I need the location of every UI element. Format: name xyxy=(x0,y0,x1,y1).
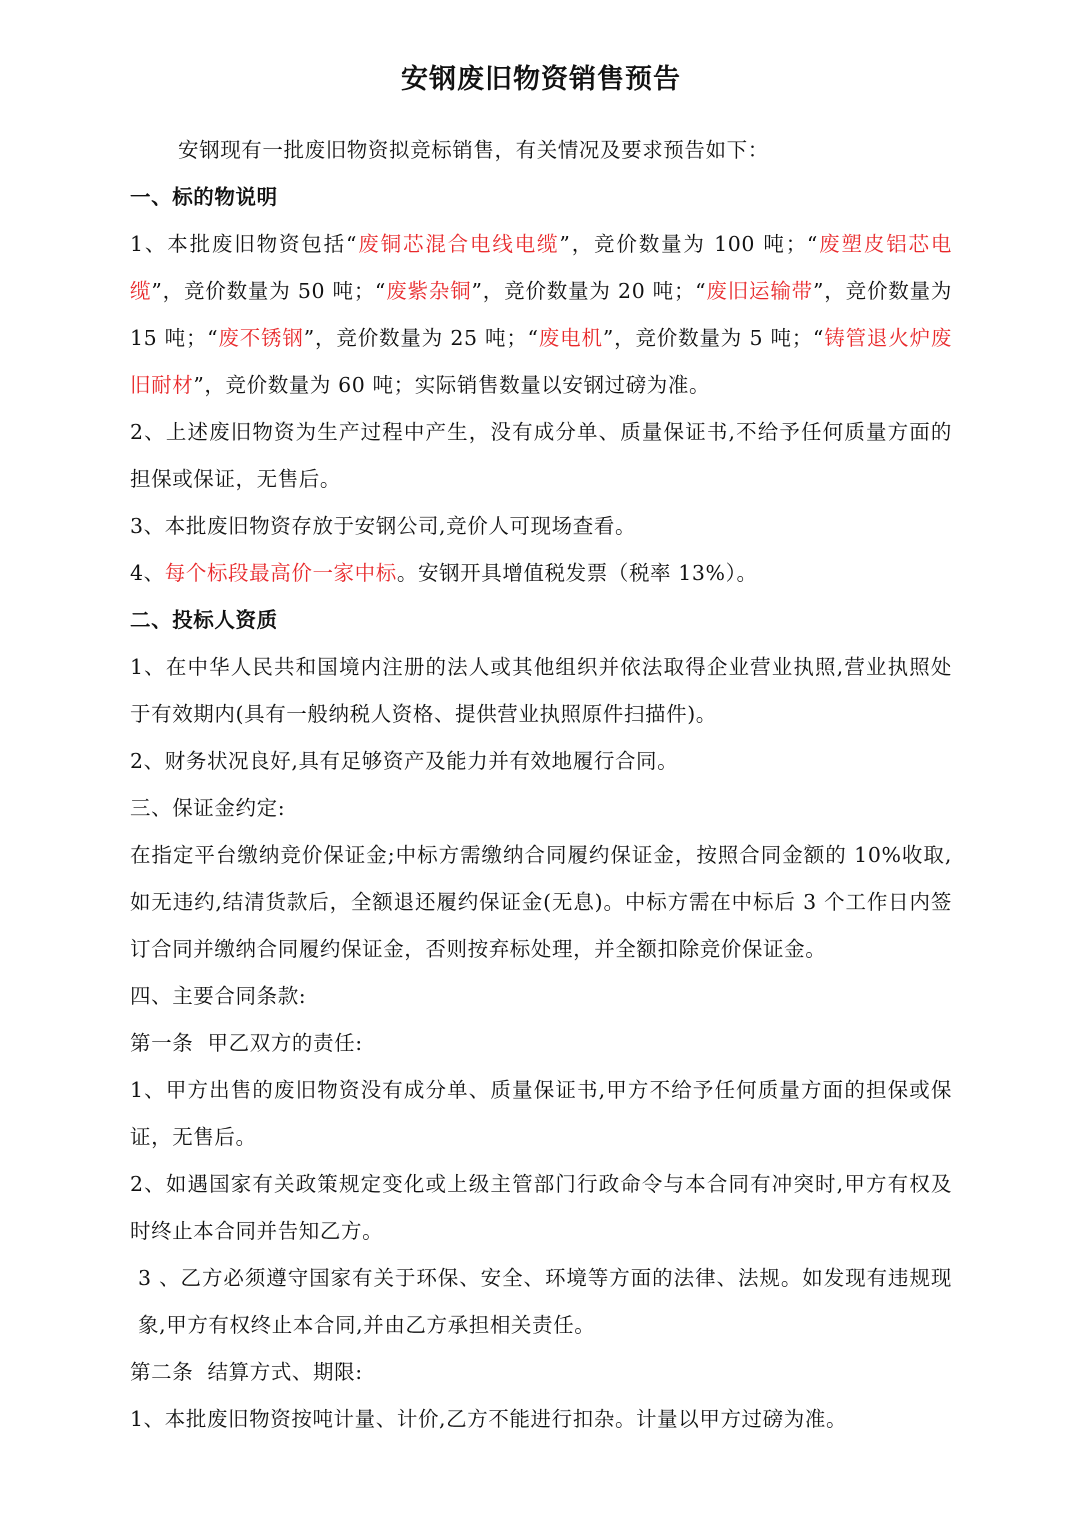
article1-p3: 3 、乙方必须遵守国家有关于环保、安全、环境等方面的法律、法规。如发现有违规现象,甲方有权终止本合同,并由乙方承担相关责任。 xyxy=(138,1266,952,1337)
item-highlight: 废不锈钢 xyxy=(218,326,304,350)
article2-p1: 1、本批废旧物资按吨计量、计价,乙方不能进行扣杂。计量以甲方过磅为准。 xyxy=(130,1407,848,1431)
section2-p2: 2、财务状况良好,具有足够资产及能力并有效地履行合同。 xyxy=(130,749,679,773)
section2-p1: 1、在中华人民共和国境内注册的法人或其他组织并依法取得企业营业执照,营业执照处于有效期内(具有一般纳税人资格、提供营业执照原件扫描件)。 xyxy=(130,655,952,726)
section1-p3: 3、本批废旧物资存放于安钢公司,竞价人可现场查看。 xyxy=(130,514,637,538)
section1-p1 xyxy=(130,221,952,409)
article2-heading: 第二条 结算方式、期限: xyxy=(130,1360,363,1384)
text-run: ”，竞价数量为 25 吨；“ xyxy=(303,326,539,350)
section1-p4 xyxy=(130,550,952,597)
article1-heading: 第一条 甲乙双方的责任: xyxy=(130,1031,363,1055)
section2-heading: 二、投标人资质 xyxy=(130,608,278,632)
text-run: 。安钢开具增值税发票（税率 13%）。 xyxy=(396,561,758,585)
item-highlight: 废铜芯混合电线电缆 xyxy=(357,232,560,256)
text-run: ”，竞价数量为 15 吨；“ xyxy=(130,279,952,350)
text-run: ”，竞价数量为 50 吨；“ xyxy=(151,279,386,303)
rule-highlight: 每个标段最高价一家中标 xyxy=(164,561,397,585)
page-title: 安钢废旧物资销售预告 xyxy=(401,64,681,95)
intro-paragraph: 安钢现有一批废旧物资拟竞标销售，有关情况及要求预告如下： xyxy=(178,138,769,162)
article1-p1: 1、甲方出售的废旧物资没有成分单、质量保证书,甲方不给予任何质量方面的担保或保证，无售后。 xyxy=(130,1078,952,1149)
section3-p1: 在指定平台缴纳竞价保证金;中标方需缴纳合同履约保证金，按照合同金额的 10%收取,如无违约,结清货款后，全额退还履约保证金(无息)。中标方需在中标后 3 个工作日内签订合同并缴纳合同履约保证金，否则按弃标处理，并全额扣除竞价保证金。 xyxy=(130,843,952,961)
text-run: ”，竞价数量为 100 吨；“ xyxy=(559,232,818,256)
section1-heading: 一、标的物说明 xyxy=(130,185,278,209)
item-highlight: 铸管退火炉废旧耐材 xyxy=(130,326,953,397)
text-run: 1、本批废旧物资包括“ xyxy=(130,232,358,256)
article1-p2: 2、如遇国家有关政策规定变化或上级主管部门行政命令与本合同有冲突时,甲方有权及时终止本合同并告知乙方。 xyxy=(130,1172,952,1243)
item-highlight: 废紫杂铜 xyxy=(386,279,472,303)
text-run: ”，竞价数量为 60 吨；实际销售数量以安钢过磅为准。 xyxy=(193,373,711,397)
item-highlight: 废旧运输带 xyxy=(706,279,813,303)
item-highlight: 废电机 xyxy=(538,326,603,350)
section1-p2: 2、上述废旧物资为生产过程中产生，没有成分单、质量保证书,不给予任何质量方面的担保或保证，无售后。 xyxy=(130,420,952,491)
text-run: ”，竞价数量为 20 吨；“ xyxy=(471,279,707,303)
section4-heading: 四、主要合同条款: xyxy=(130,984,307,1008)
text-run: 4、 xyxy=(130,561,165,585)
text-run: ”，竞价数量为 5 吨；“ xyxy=(602,326,824,350)
section3-heading: 三、保证金约定: xyxy=(130,796,286,820)
item-highlight: 废塑皮铝芯电缆 xyxy=(130,232,952,303)
